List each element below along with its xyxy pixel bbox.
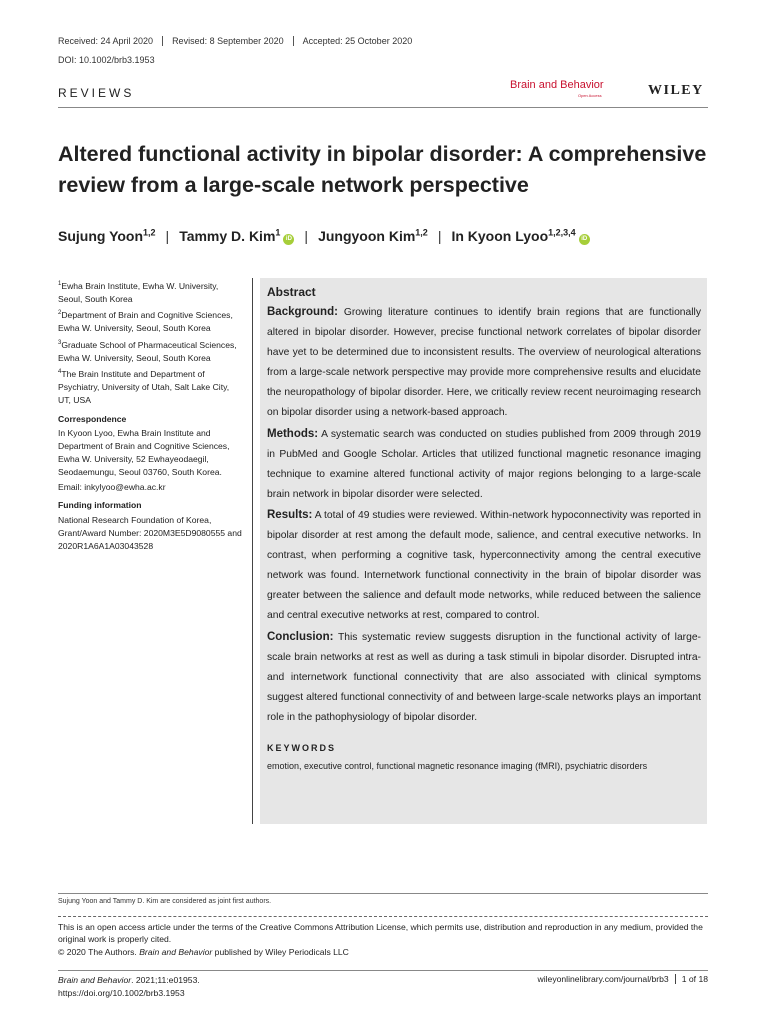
abstract-box — [260, 278, 707, 824]
article-title: Altered functional activity in bipolar disorder: A comprehensive review from a large-scale network perspective — [58, 142, 707, 197]
keywords-heading: KEYWORDS — [267, 742, 337, 753]
correspondence-heading: Correspondence — [58, 413, 127, 424]
footnote-divider — [58, 893, 708, 894]
publication-dates — [58, 36, 421, 46]
author-4[interactable]: In Kyoon Lyoo$^{1,2,3,4}$iD — [451, 228, 589, 244]
abstract-results: Results: A total of 49 studies were reviewed. Within-network hypoconnectivity was reported in bipolar disorder at rest among the default mode, salience, and central executive networks. In contrast, when performing a cognitive task, hyperconnectivity among the central executive network was found. Internetwork functional connectivity in the brain of bipolar disorder was greater between the salience and default mode networks, while reduced between the salience and central executive networks at rest, compared to control. — [267, 508, 701, 622]
article-info-sidebar — [58, 278, 243, 555]
footer-journal: Brain and Behavior — [58, 975, 132, 985]
footer-divider — [58, 970, 708, 971]
section-label: REVIEWS — [58, 86, 135, 100]
funding-text: National Research Foundation of Korea, Grant/Award Number: 2020M3E5D9080555 and 2020R1A6A1A03043528 — [58, 515, 242, 551]
journal-logo-sub: Open Access — [578, 93, 602, 98]
correspondence-email[interactable]: Email: inkylyoo@ewha.ac.kr — [58, 481, 166, 492]
license-divider — [58, 916, 708, 917]
orcid-icon[interactable]: iD — [579, 234, 590, 245]
orcid-icon[interactable]: iD — [283, 234, 294, 245]
journal-website-link[interactable]: wileyonlinelibrary.com/journal/brb3 — [537, 974, 669, 984]
page-number: 1 of 18 — [675, 974, 708, 984]
header-divider — [58, 107, 708, 108]
copyright: © 2020 The Authors. Brain and Behavior published by Wiley Periodicals LLC — [58, 946, 349, 957]
footer-doi-link[interactable]: https://doi.org/10.1002/brb3.1953 — [58, 988, 185, 998]
joint-author-note: Sujung Yoon and Tammy D. Kim are considered as joint first authors. — [58, 898, 272, 905]
sidebar-divider — [252, 278, 253, 824]
affiliation: $^4$The Brain Institute and Department of Psychiatry, University of Utah, Salt Lake City, UT, USA — [58, 369, 230, 405]
received-date: Received: 24 April 2020 — [58, 36, 154, 46]
abstract-heading: Abstract — [267, 285, 316, 299]
accepted-date: Accepted: 25 October 2020 — [293, 36, 422, 46]
abstract-methods: Methods: A systematic search was conducted on studies published from 2009 through 2019 in PubMed and Google Scholar. Articles that utilized functional magnetic resonance imaging technique to examine altered functional activity of major regions belonging to a large-scale brain network in bipolar disorder were selected. — [267, 427, 701, 500]
affiliation: $^3$Graduate School of Pharmaceutical Sciences, Ewha W. University, Seoul, South Korea — [58, 339, 237, 363]
affiliation: $^2$Department of Brain and Cognitive Sciences, Ewha W. University, Seoul, South Korea — [58, 310, 233, 334]
author-1[interactable]: Sujung Yoon$^{1,2}$ — [58, 227, 156, 244]
abstract-background: Background: Growing literature continues to identify brain regions that are functionally altered in bipolar disorder. However, precise functional network correlates of bipolar disorder have yet to be determined due to inconsistent results. The overview of neurological alterations from a large-scale network perspective may provide more comprehensive results and elucidate the neuropathology of bipolar disorder. Here, we critically review recent neuroimaging research on bipolar disorder using a network-based approach. — [267, 306, 701, 419]
keywords-list: emotion, executive control, functional magnetic resonance imaging (fMRI), psychiatric disorders — [267, 760, 648, 771]
publisher-logo: WILEY — [648, 83, 704, 98]
funding-heading: Funding information — [58, 500, 142, 511]
correspondence-text: In Kyoon Lyoo, Ewha Brain Institute and Department of Brain and Cognitive Sciences, Ewha W. University, 52 Ewhayeodaegil, Seodaemungu, Seoul 03760, South Korea. — [58, 428, 230, 477]
footer-right — [480, 974, 708, 984]
license-block — [58, 921, 708, 958]
footer-citation: Brain and Behavior. 2021;11:e01953. https://doi.org/10.1002/brb3.1953 — [58, 975, 200, 998]
doi: DOI: 10.1002/brb3.1953 — [58, 55, 155, 65]
author-2[interactable]: Tammy D. Kim$^1$iD — [179, 228, 294, 244]
author-3[interactable]: Jungyoon Kim$^{1,2}$ — [318, 227, 428, 244]
abstract-conclusion: Conclusion: This systematic review suggests disruption in the functional activity of large-scale brain networks at rest as well as during a task stimuli in bipolar disorder. Disrupted intra- and internetwork functional connectivity that are also associated with clinical symptoms suggest altered functional connectivity of and between large-scale networks plays an important role in the pathophysiology of bipolar disorder. — [267, 630, 701, 723]
author-list: Sujung Yoon$^{1,2}$ | Tammy D. Kim$^1$iD | Jungyoon Kim$^{1,2}$ | In Kyoon Lyoo$^{1,2,3,4}$iD — [58, 227, 590, 245]
journal-logo: Brain and Behavior — [510, 79, 604, 91]
license-text: This is an open access article under the terms of the Creative Commons Attribution License, which permits use, distribution and reproduction in any medium, provided the original work is properly cited. — [58, 922, 703, 945]
affiliation: $^1$Ewha Brain Institute, Ewha W. University, Seoul, South Korea — [58, 280, 219, 304]
revised-date: Revised: 8 September 2020 — [162, 36, 293, 46]
